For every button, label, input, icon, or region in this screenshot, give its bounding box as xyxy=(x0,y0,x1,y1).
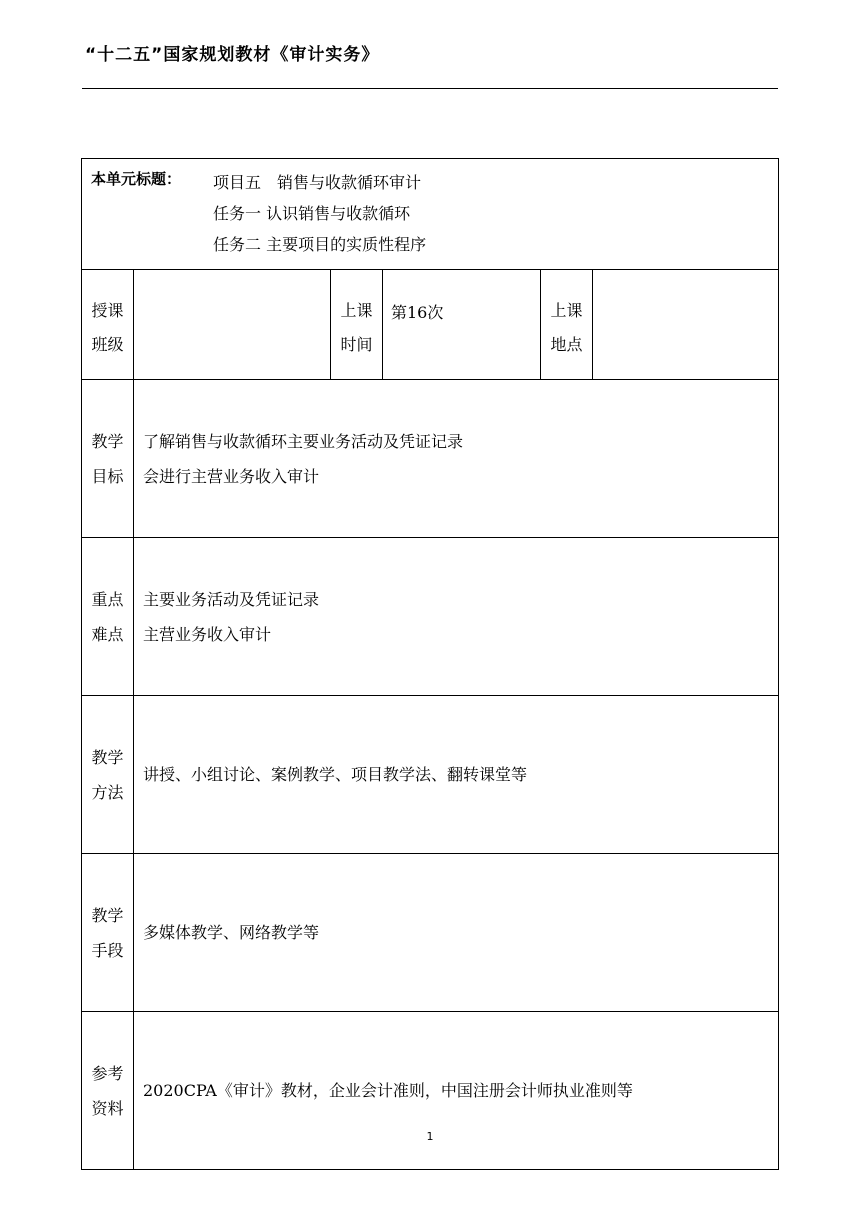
section-line: 讲授、小组讨论、案例教学、项目教学法、翻转课堂等 xyxy=(143,765,528,784)
header-divider xyxy=(82,88,778,89)
class-label-line: 授课 xyxy=(91,301,124,320)
unit-title-label: 本单元标题： xyxy=(91,170,182,188)
class-label-line: 班级 xyxy=(91,335,124,354)
section-label xyxy=(82,538,134,696)
class-value xyxy=(134,270,331,380)
section-content xyxy=(134,854,779,1012)
key-points-row xyxy=(82,538,779,696)
section-line: 多媒体教学、网络教学等 xyxy=(143,923,320,942)
section-label-line: 资料 xyxy=(91,1098,124,1118)
section-content xyxy=(134,380,779,538)
section-line: 2020CPA《审计》教材，企业会计准则，中国注册会计师执业准则等 xyxy=(143,1081,633,1100)
place-label-line: 地点 xyxy=(550,335,583,354)
time-value: 第16次 xyxy=(383,270,541,380)
section-label-line: 参考 xyxy=(91,1063,124,1083)
unit-title-line: 任务二 主要项目的实质性程序 xyxy=(213,235,427,254)
teaching-goals-row xyxy=(82,380,779,538)
document-header-title: “十二五”国家规划教材《审计实务》 xyxy=(85,45,380,65)
section-label xyxy=(82,854,134,1012)
unit-title-lines xyxy=(213,167,426,260)
section-label xyxy=(82,380,134,538)
section-label-line: 教学 xyxy=(91,431,124,451)
section-label xyxy=(82,1012,134,1170)
section-content xyxy=(134,1012,779,1170)
unit-title-row xyxy=(82,159,779,270)
section-label-line: 教学 xyxy=(91,905,124,925)
time-label-line: 时间 xyxy=(340,335,373,354)
section-label-line: 手段 xyxy=(91,940,124,960)
section-line: 主要业务活动及凭证记录 xyxy=(143,589,320,609)
section-label-line: 方法 xyxy=(91,782,124,802)
section-label-line: 重点 xyxy=(91,589,124,609)
place-value xyxy=(593,270,779,380)
section-line: 了解销售与收款循环主要业务活动及凭证记录 xyxy=(143,431,464,451)
teaching-methods-row xyxy=(82,696,779,854)
place-label-line: 上课 xyxy=(550,301,583,320)
unit-title-cell xyxy=(82,159,779,270)
page-number: 1 xyxy=(426,1130,434,1143)
section-label xyxy=(82,696,134,854)
unit-title-line: 任务一 认识销售与收款循环 xyxy=(213,204,411,223)
class-label xyxy=(82,270,134,380)
section-content xyxy=(134,538,779,696)
time-label xyxy=(331,270,383,380)
class-info-row xyxy=(82,270,779,380)
unit-title-line: 项目五 销售与收款循环审计 xyxy=(213,173,422,192)
references-row xyxy=(82,1012,779,1170)
section-label-line: 教学 xyxy=(91,747,124,767)
section-label-line: 目标 xyxy=(91,466,124,486)
section-line: 主营业务收入审计 xyxy=(143,624,272,644)
section-label-line: 难点 xyxy=(91,624,124,644)
teaching-means-row xyxy=(82,854,779,1012)
section-line: 会进行主营业务收入审计 xyxy=(143,466,320,486)
time-label-line: 上课 xyxy=(340,301,373,320)
lesson-plan-table xyxy=(81,158,779,1170)
place-label xyxy=(541,270,593,380)
section-content xyxy=(134,696,779,854)
